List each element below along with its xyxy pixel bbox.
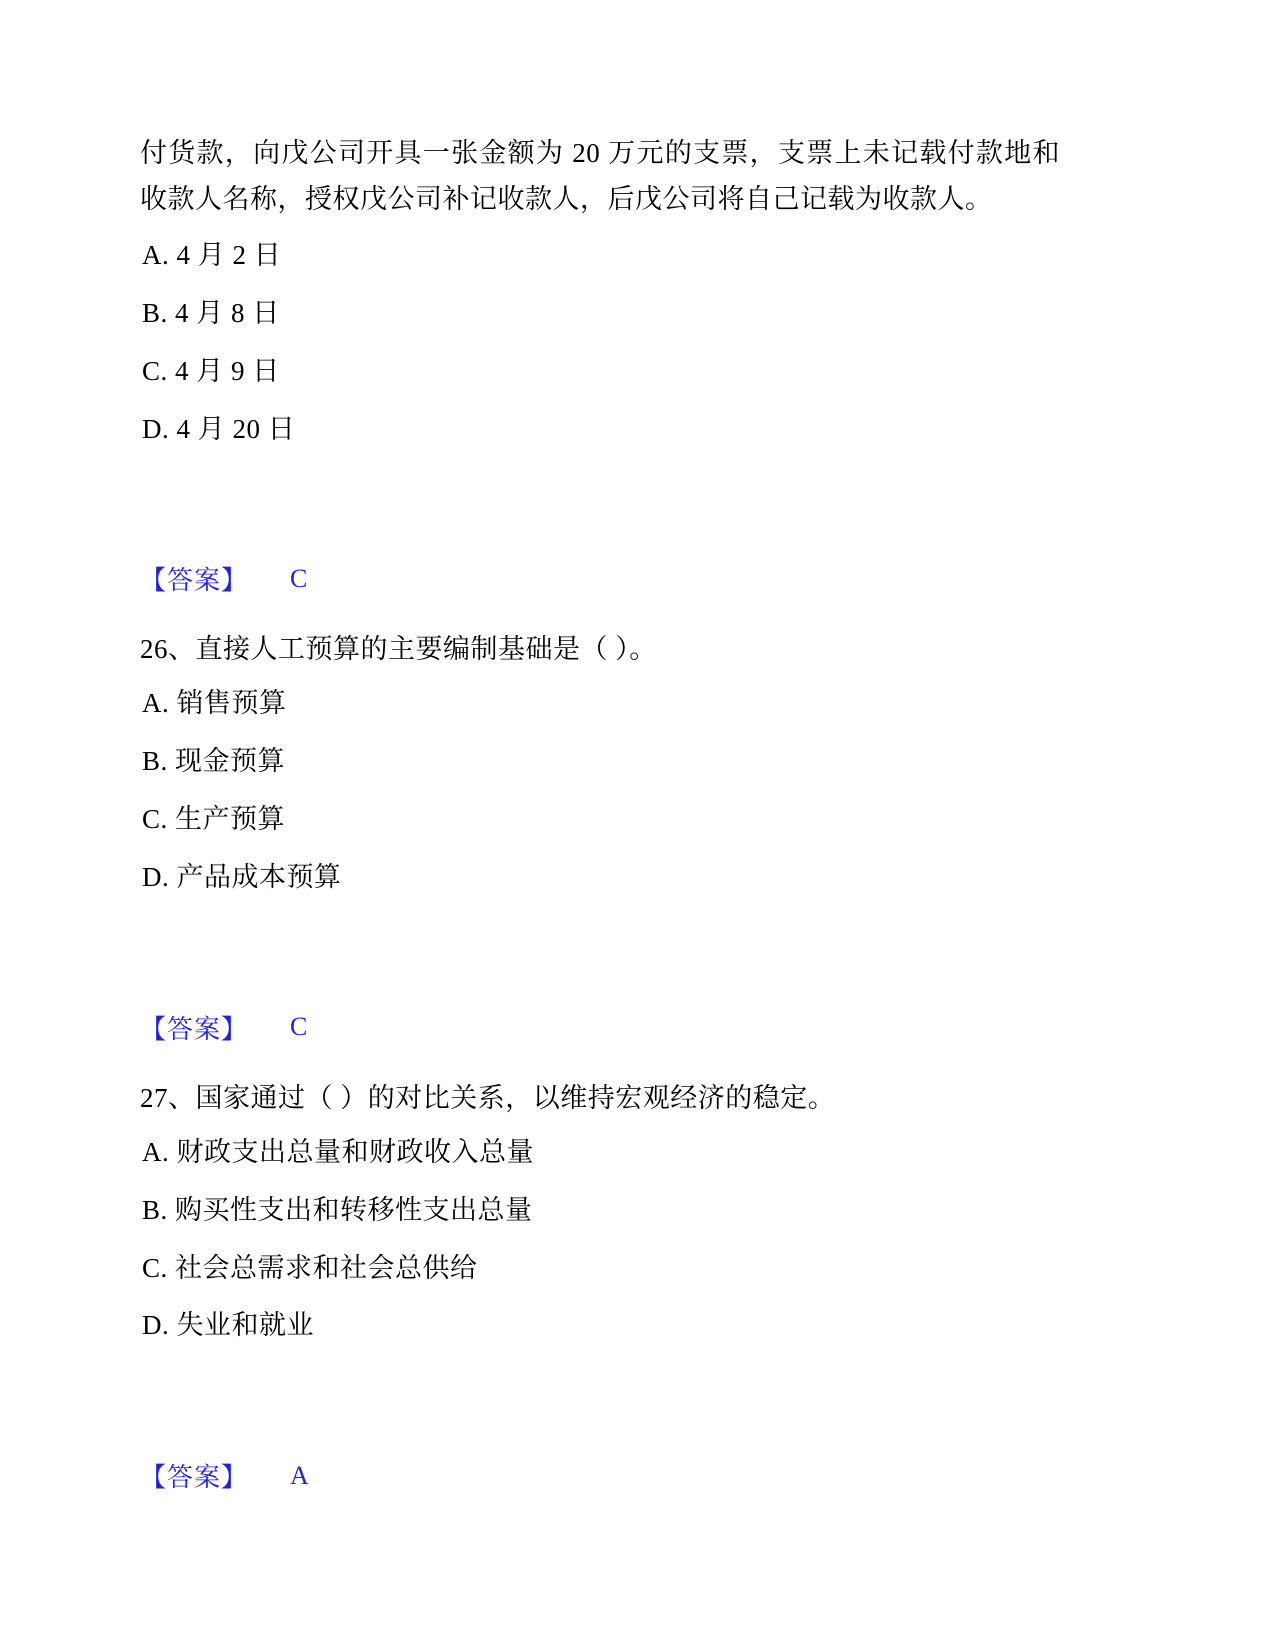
option-d[interactable]: D. 4 月 20 日 [142, 413, 296, 444]
answer-label: 【答案】 [140, 560, 248, 597]
spacer [140, 913, 1060, 1009]
question-stem-continuation: 付货款，向戊公司开具一张金额为 20 万元的支票，支票上未记载付款地和收款人名称，授权戊公司补记收款人，后戊公司将自己记载为收款人。 [140, 138, 1060, 215]
spacer [140, 464, 1060, 560]
option-d[interactable]: D. 产品成本预算 [142, 862, 342, 892]
answer-value: C [290, 563, 308, 593]
spacer [140, 1046, 1060, 1076]
answer-row [140, 560, 1060, 597]
question-text: 26、直接人工预算的主要编制基础是（ ）。 [140, 634, 657, 665]
question-block-26 [140, 627, 1060, 1045]
spacer [140, 1361, 1060, 1457]
option-a[interactable]: A. 财政支出总量和财政收入总量 [142, 1136, 534, 1167]
question-text: 27、国家通过（ ）的对比关系，以维持宏观经济的稳定。 [140, 1082, 836, 1113]
answer-value: A [290, 1460, 309, 1490]
option-a[interactable]: A. 销售预算 [142, 688, 287, 719]
answer-row [140, 1009, 1060, 1046]
option-c[interactable]: C. 生产预算 [142, 804, 286, 835]
answer-value: C [290, 1012, 308, 1042]
question-block-25 [140, 233, 1060, 598]
document-content [140, 130, 1060, 1494]
answer-label: 【答案】 [140, 1009, 248, 1046]
option-b[interactable]: B. 购买性支出和转移性支出总量 [142, 1194, 533, 1225]
option-d[interactable]: D. 失业和就业 [142, 1310, 314, 1341]
option-a[interactable]: A. 4 月 2 日 [142, 239, 282, 270]
option-b[interactable]: B. 4 月 8 日 [142, 297, 280, 328]
spacer [140, 597, 1060, 627]
option-c[interactable]: C. 社会总需求和社会总供给 [142, 1252, 478, 1283]
answer-label: 【答案】 [140, 1457, 248, 1494]
question-block-27 [140, 1076, 1060, 1494]
option-c[interactable]: C. 4 月 9 日 [142, 355, 280, 386]
option-b[interactable]: B. 现金预算 [142, 746, 286, 777]
answer-row [140, 1457, 1060, 1494]
